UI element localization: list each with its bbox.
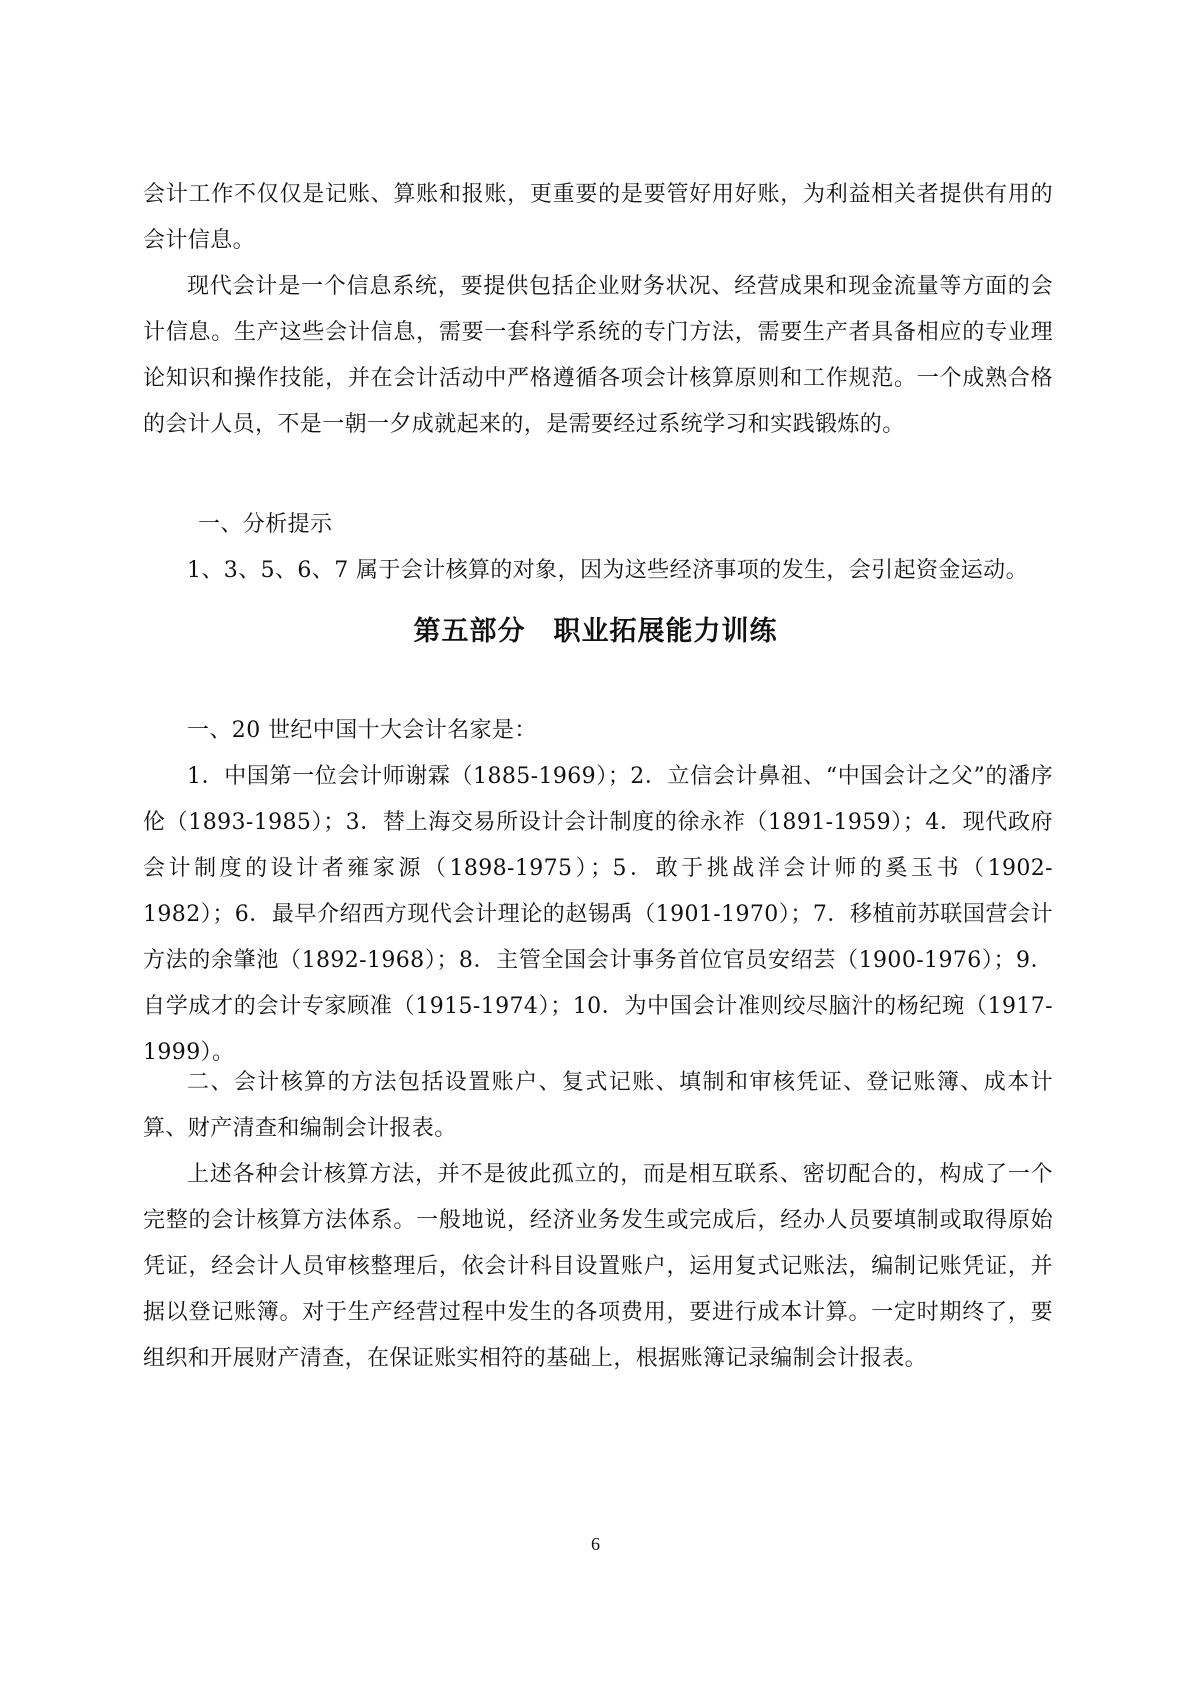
paragraph-method-system: 上述各种会计核算方法，并不是彼此孤立的，而是相互联系、密切配合的，构成了一个完整的会计核算方法体系。一般地说，经济业务发生或完成后，经办人员要填制或取得原始凭证，经会计人员审核整理后，依会计科目设置账户，运用复式记账法，编制记账凭证，并据以登记账簿。对于生产经营过程中发生的各项费用，要进行成本计算。一定时期终了，要组织和开展财产清查，在保证账实相符的基础上，根据账簿记录编制会计报表。 bbox=[143, 1162, 1053, 1371]
paragraph-modern-accounting: 现代会计是一个信息系统，要提供包括企业财务状况、经营成果和现金流量等方面的会计信息。生产这些会计信息，需要一套科学系统的专门方法，需要生产者具备相应的专业理论知识和操作技能，并在会计活动中严格遵循各项会计核算原则和工作规范。一个成熟合格的会计人员，不是一朝一夕成就起来的，是需要经过系统学习和实践锻炼的。 bbox=[143, 274, 1053, 437]
section-title: 第五部分 职业拓展能力训练 bbox=[413, 616, 778, 647]
paragraph-accounting-methods: 二、会计核算的方法包括设置账户、复式记账、填制和审核凭证、登记账簿、成本计算、财产清查和编制会计报表。 bbox=[143, 1070, 1053, 1141]
paragraph-accounting-work: 会计工作不仅仅是记账、算账和报账，更重要的是要管好用好账，为利益相关者提供有用的会计信息。 bbox=[143, 182, 1053, 253]
page-number: 6 bbox=[591, 1534, 600, 1554]
analysis-answer: 1、3、5、6、7 属于会计核算的对象，因为这些经济事项的发生，会引起资金运动。 bbox=[187, 558, 1028, 583]
analysis-heading: 一、分析提示 bbox=[198, 512, 333, 537]
ten-masters-intro: 一、20 世纪中国十大会计名家是： bbox=[187, 718, 537, 743]
ten-masters-list: 1．中国第一位会计师谢霖（1885-1969）；2．立信会计鼻祖、“中国会计之父”的潘序伦（1893-1985）；3．替上海交易所设计会计制度的徐永祚（1891-1959）；4．现代政府会计制度的设计者雍家源（1898-1975）；5．敢于挑战洋会计师的奚玉书（1902-1982）；6．最早介绍西方现代会计理论的赵锡禹（1901-1970）；7．移植前苏联国营会计方法的余肇池（1892-1968）；8．主管全国会计事务首位官员安绍芸（1900-1976）；9．自学成才的会计专家顾准（1915-1974）；10．为中国会计准则绞尽脑汁的杨纪琬（1917-1999）。 bbox=[143, 764, 1053, 1065]
